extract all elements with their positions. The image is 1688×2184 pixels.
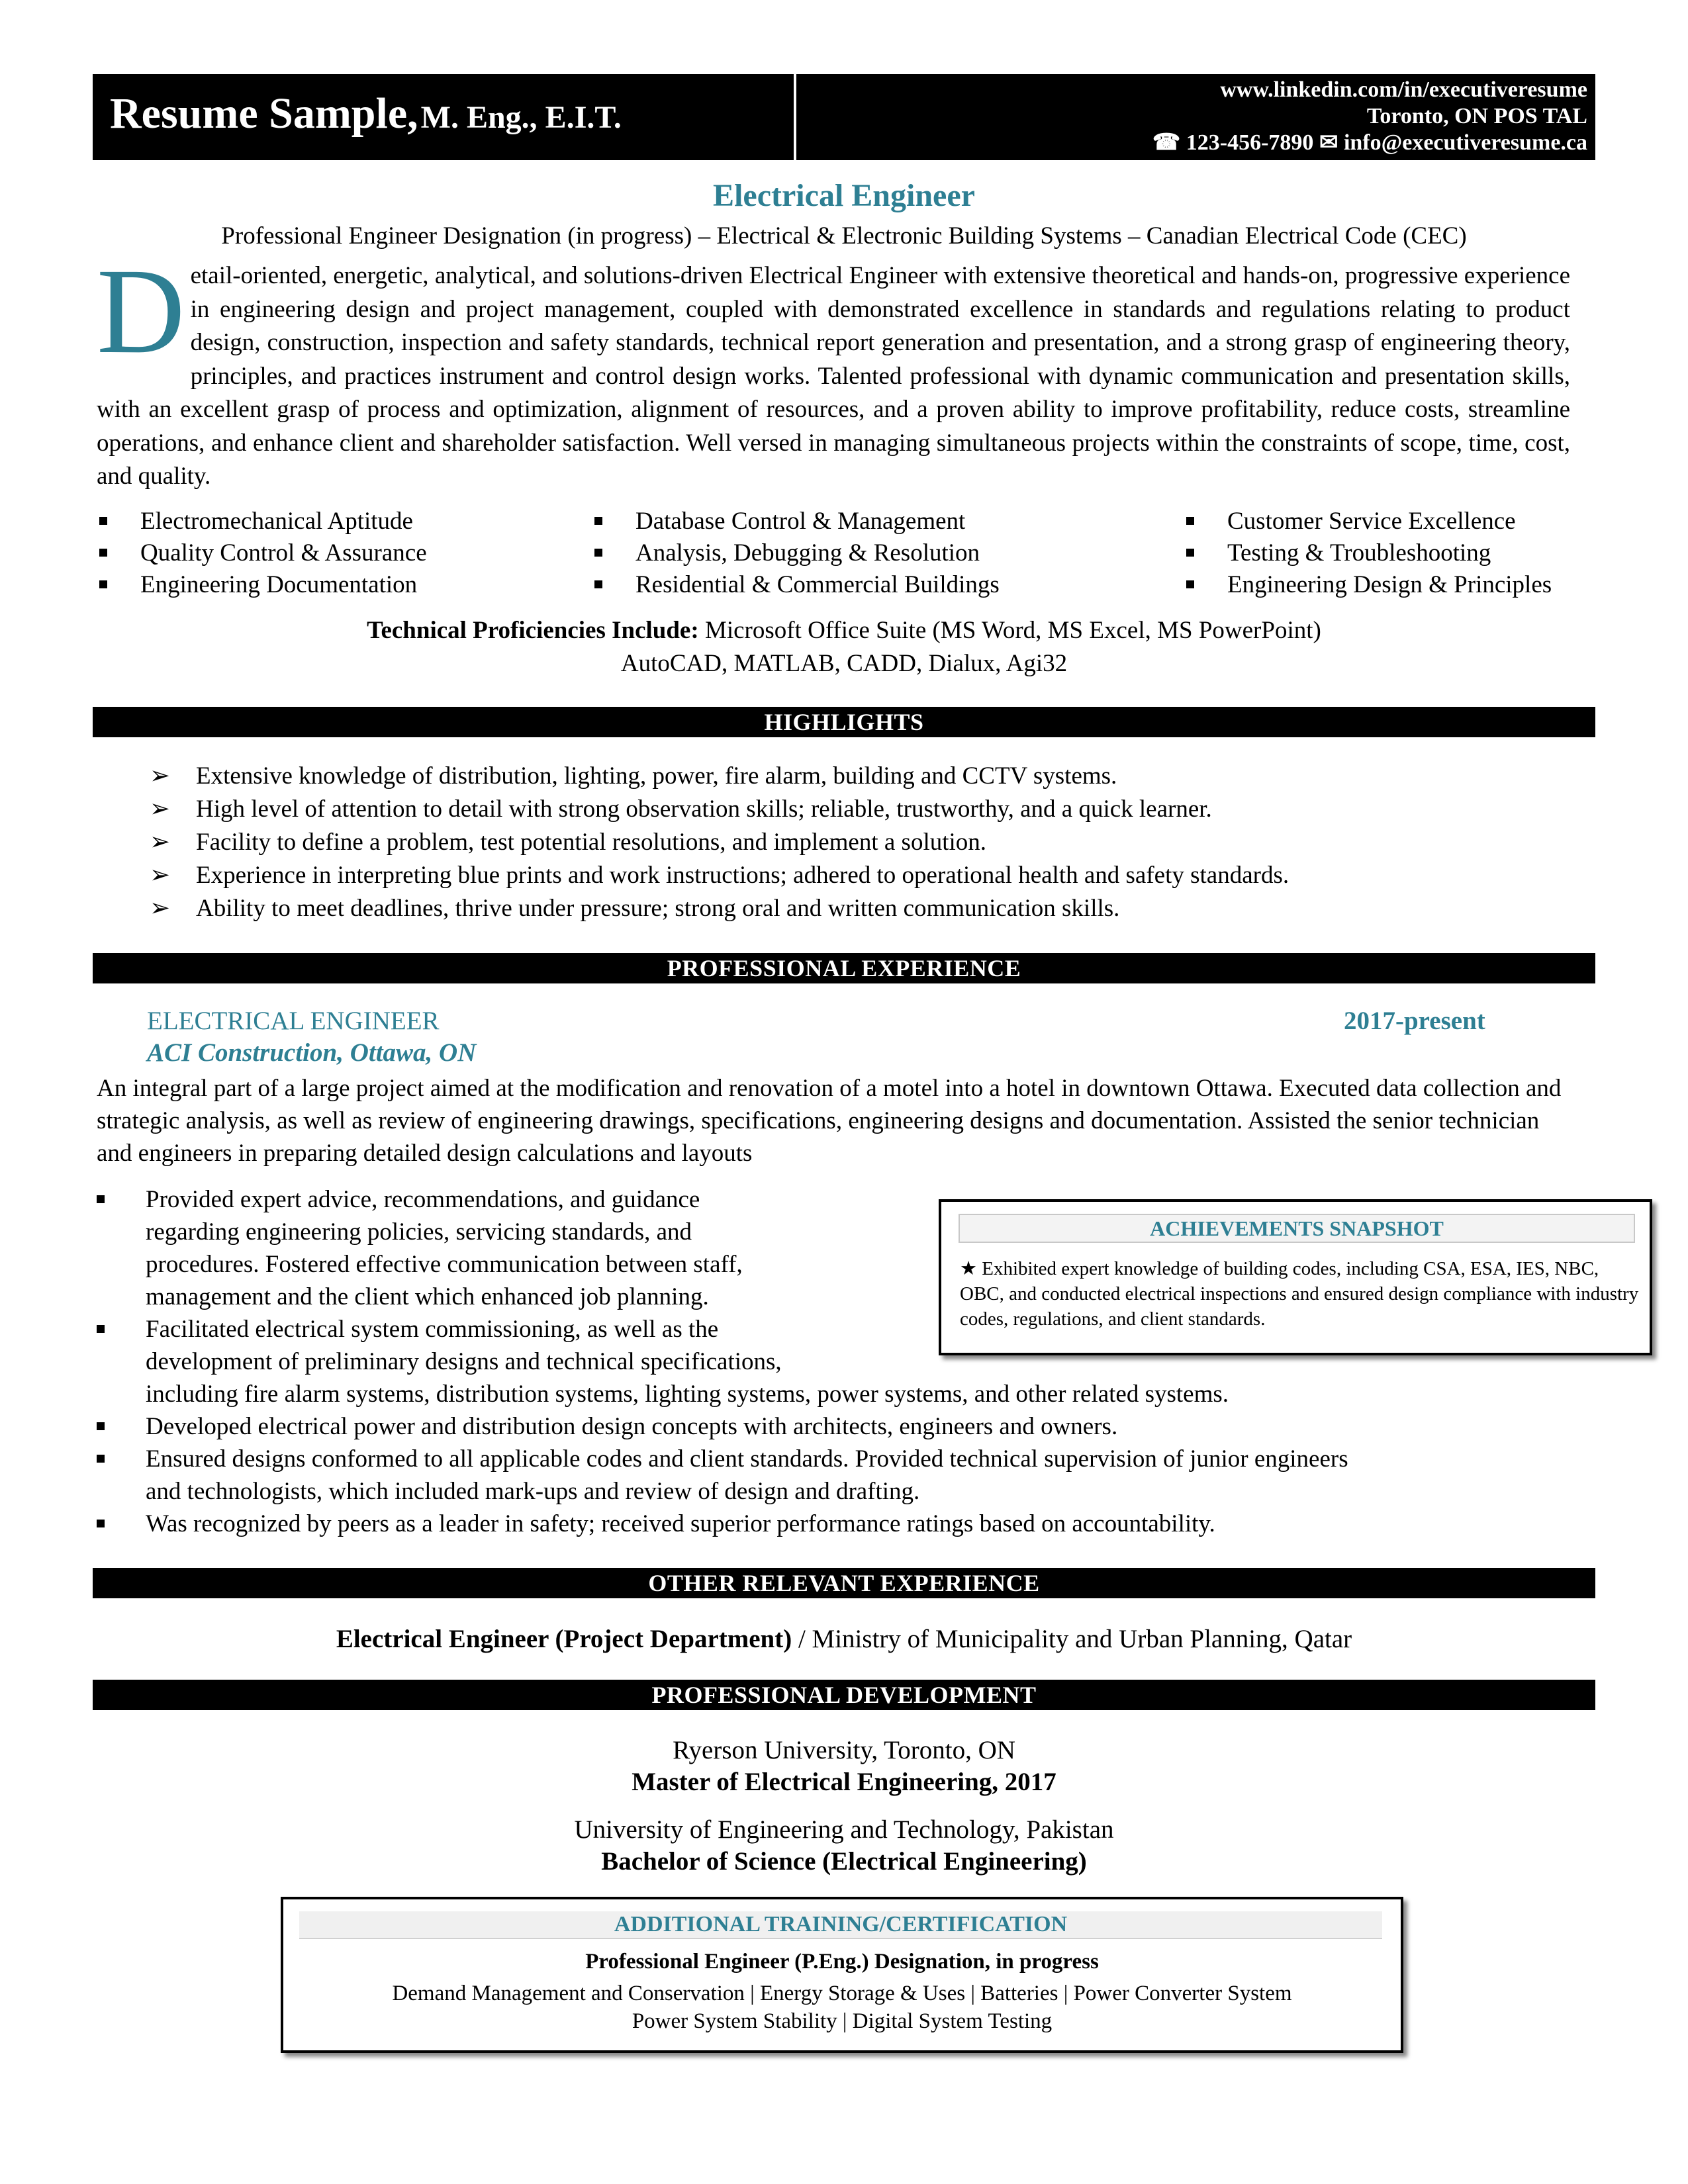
- phone-email-line: [1152, 130, 1587, 156]
- linkedin-link[interactable]: www.linkedin.com/in/executiveresume: [1220, 77, 1587, 102]
- training-line-2: Demand Management and Conservation | Energy Storage & Uses | Batteries | Power Converter System: [392, 1981, 1292, 2005]
- tech-label: Technical Proficiencies Include:: [367, 617, 699, 644]
- arrow-icon: ➢: [150, 895, 171, 922]
- highlight-item: ➢ Facility to define a problem, test potential resolutions, and implement a solution.: [150, 829, 987, 856]
- technical-proficiencies: [0, 614, 1688, 680]
- arrow-icon: ➢: [150, 762, 171, 790]
- training-line-3: Power System Stability | Digital System Testing: [632, 2009, 1053, 2033]
- highlight-item: ➢ Ability to meet deadlines, thrive under pressure; strong oral and written communication skills.: [150, 895, 1120, 922]
- tech-line1: Microsoft Office Suite (MS Word, MS Excel, MS PowerPoint): [698, 617, 1321, 644]
- skill-item: Electromechanical Aptitude: [99, 506, 413, 537]
- training-line-1: Professional Engineer (P.Eng.) Designation, in progress: [585, 1950, 1099, 1974]
- other-role: Electrical Engineer (Project Department): [336, 1625, 792, 1653]
- phone-text: 123-456-7890: [1186, 130, 1314, 155]
- dropcap-letter: D: [97, 244, 185, 379]
- training-box: [281, 1897, 1403, 2053]
- other-experience-line: [0, 1624, 1688, 1654]
- edu-school: University of Engineering and Technology, Pakistan: [574, 1815, 1114, 1844]
- arrow-icon: ➢: [150, 829, 171, 856]
- arrow-icon: ➢: [150, 862, 171, 889]
- edu-school: Ryerson University, Toronto, ON: [673, 1736, 1015, 1764]
- contact-block: [1152, 77, 1587, 156]
- arrow-icon: ➢: [150, 796, 171, 823]
- skill-item: Quality Control & Assurance: [99, 537, 427, 569]
- job-title: ELECTRICAL ENGINEER: [147, 1007, 440, 1035]
- phone-icon: ☎: [1152, 130, 1181, 155]
- job-company: ACI Construction, Ottawa, ON: [147, 1038, 477, 1067]
- skill-item: Testing & Troubleshooting: [1186, 537, 1491, 569]
- skill-item: Engineering Design & Principles: [1186, 569, 1552, 601]
- header-divider: [794, 74, 796, 160]
- highlight-item: ➢ Extensive knowledge of distribution, lighting, power, fire alarm, building and CCTV systems.: [150, 762, 1117, 790]
- other-experience-heading: OTHER RELEVANT EXPERIENCE: [93, 1568, 1595, 1598]
- skill-item: Customer Service Excellence: [1186, 506, 1516, 537]
- edu-degree: Master of Electrical Engineering, 2017: [632, 1768, 1056, 1796]
- other-org: Ministry of Municipality and Urban Planning, Qatar: [812, 1625, 1352, 1653]
- highlight-item: ➢ High level of attention to detail with strong observation skills; reliable, trustworthy, and a quick learner.: [150, 796, 1212, 823]
- location-text: Toronto, ON POS TAL: [1366, 104, 1587, 128]
- job-description: An integral part of a large project aimed at the modification and renovation of a motel into a hotel in downtown Ottawa. Executed data collection and strategic analysis, as well as review of engineering drawings, specifications, engineering designs and documentation. Assisted the senior technician and engineers in preparing detailed design calculations and layouts: [97, 1075, 1562, 1167]
- summary-paragraph: [97, 244, 1570, 494]
- skill-item: Analysis, Debugging & Resolution: [594, 537, 980, 569]
- highlight-item: ➢ Experience in interpreting blue prints and work instructions; adhered to operational health and safety standards.: [150, 862, 1289, 889]
- experience-heading: PROFESSIONAL EXPERIENCE: [93, 953, 1595, 983]
- job-dates: 2017-present: [1344, 1007, 1485, 1035]
- skill-item: Database Control & Management: [594, 506, 965, 537]
- skill-item: Residential & Commercial Buildings: [594, 569, 1000, 601]
- highlights-heading: HIGHLIGHTS: [93, 707, 1595, 737]
- candidate-name: [110, 89, 622, 139]
- other-separator: /: [792, 1625, 812, 1653]
- email-link[interactable]: info@executiveresume.ca: [1343, 130, 1587, 155]
- snapshot-text: ★ Exhibited expert knowledge of building codes, including CSA, ESA, IES, NBC, OBC, and conducted electrical inspections and ensured design compliance with industry codes, regulations, and client standards.: [960, 1258, 1639, 1330]
- credentials-text: M. Eng., E.I.T.: [420, 100, 622, 135]
- summary-text: etail-oriented, energetic, analytical, and solutions-driven Electrical Engineer with extensive theoretical and hands-on, progressive experience in engineering design and project management, coupled with demonstrated excellence in standards and regulations relating to product design, construction, inspection and safety standards, technical report generation and presentation, and a strong grasp of engineering theory, principles, and practices instrument and control design works. Talented professional with dynamic communication and presentation skills, with an excellent grasp of process and optimization, alignment of resources, and a proven ability to improve profitability, reduce costs, streamline operations, and enhance client and shareholder satisfaction. Well versed in managing simultaneous projects within the constraints of scope, time, cost, and quality.: [97, 262, 1570, 490]
- name-text: Resume Sample,: [110, 89, 418, 138]
- achievements-snapshot-box: [939, 1199, 1652, 1355]
- star-icon: ★: [960, 1258, 977, 1279]
- tech-line2: AutoCAD, MATLAB, CADD, Dialux, Agi32: [620, 650, 1068, 677]
- development-heading: PROFESSIONAL DEVELOPMENT: [93, 1680, 1595, 1710]
- edu-degree: Bachelor of Science (Electrical Engineering): [601, 1847, 1087, 1876]
- snapshot-heading: ACHIEVEMENTS SNAPSHOT: [959, 1214, 1635, 1243]
- subtitle: Professional Engineer Designation (in progress) – Electrical & Electronic Building Systems – Canadian Electrical Code (CEC): [221, 222, 1467, 250]
- training-heading: ADDITIONAL TRAINING/CERTIFICATION: [299, 1911, 1382, 1939]
- page-title: Electrical Engineer: [713, 178, 975, 213]
- envelope-icon: ✉: [1319, 130, 1338, 155]
- header-bar: [93, 74, 1595, 160]
- skill-item: Engineering Documentation: [99, 569, 417, 601]
